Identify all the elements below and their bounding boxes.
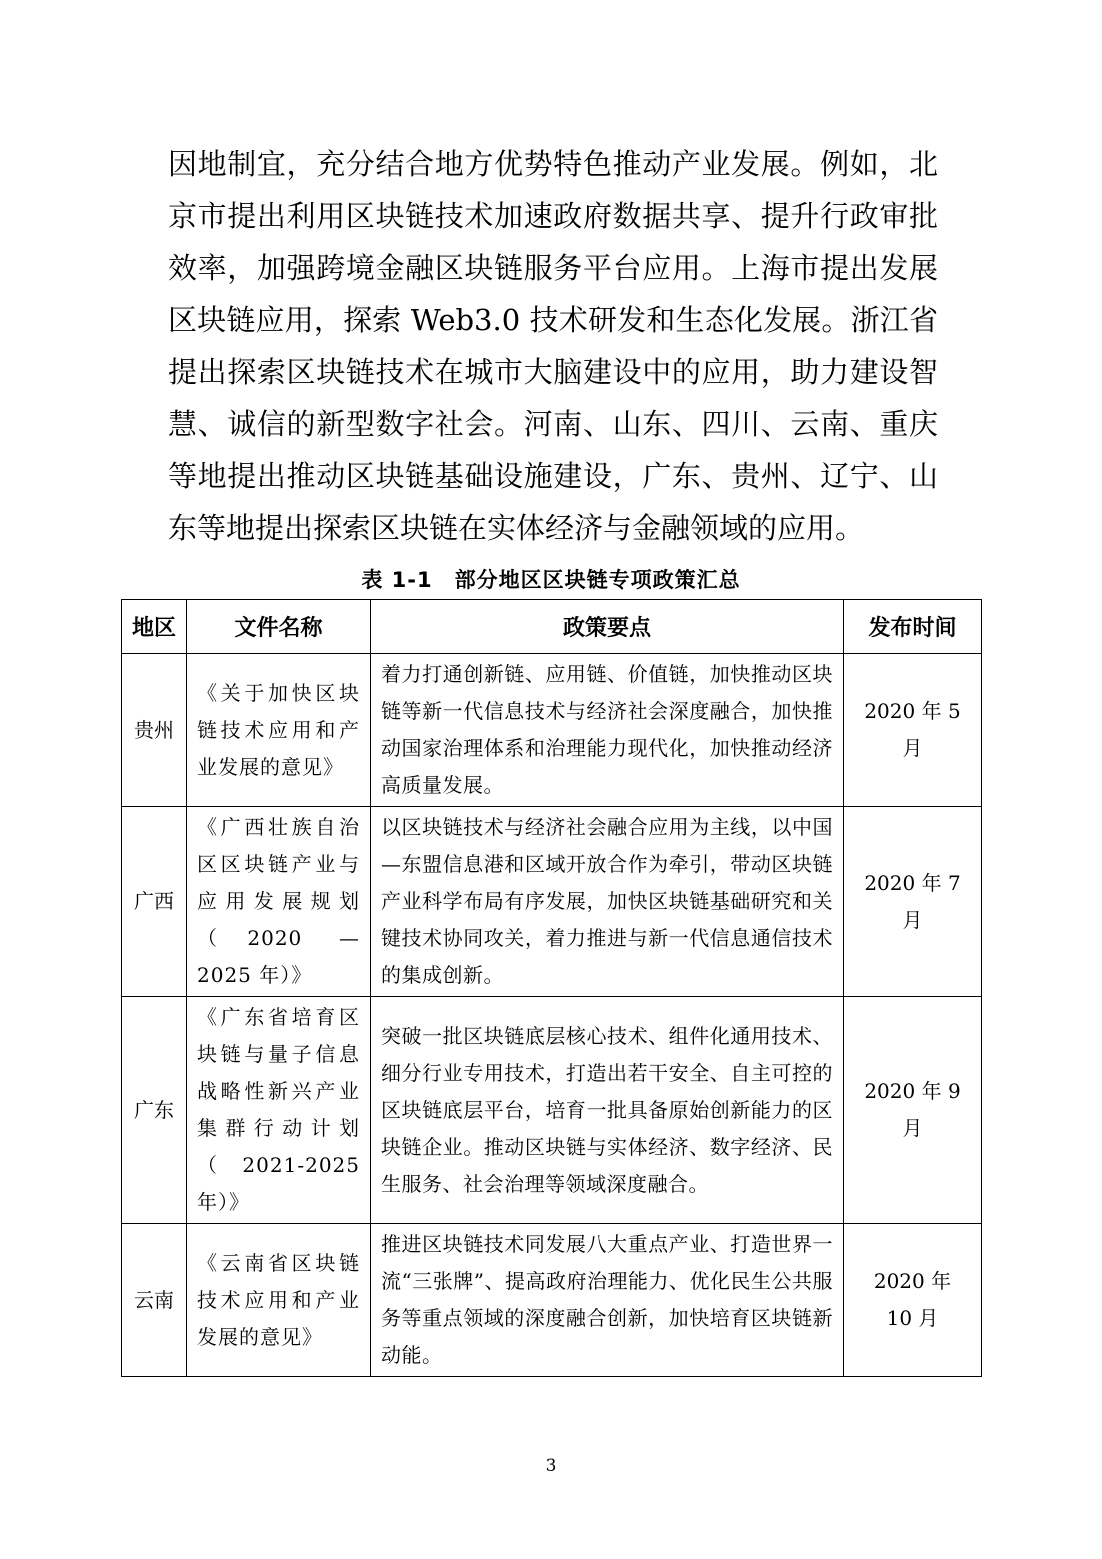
points-cell: 推进区块链技术同发展八大重点产业、打造世界一流“三张牌”、提高政府治理能力、优化民生公共服务等重点领域的深度融合创新，加快培育区块链新动能。 xyxy=(371,1224,844,1377)
header-points: 政策要点 xyxy=(371,600,844,654)
date-cell: 2020 年 10 月 xyxy=(844,1224,982,1377)
paragraph-line: 慧、诚信的新型数字社会。河南、山东、四川、云南、重庆 xyxy=(168,407,938,441)
paragraph-line: 东等地提出探索区块链在实体经济与金融领域的应用。 xyxy=(168,511,865,545)
paragraph-line: 区块链应用，探索 Web3.0 技术研发和生态化发展。浙江省 xyxy=(168,303,938,337)
body-paragraph xyxy=(168,138,938,554)
document-cell: 《关于加快区块链技术应用和产业发展的意见》 xyxy=(187,654,371,807)
table-caption: 表 1-1 部分地区区块链专项政策汇总 xyxy=(361,568,741,592)
region-cell: 云南 xyxy=(122,1224,187,1377)
paragraph-line: 因地制宜，充分结合地方优势特色推动产业发展。例如，北 xyxy=(168,147,938,181)
date-cell: 2020 年 9 月 xyxy=(844,997,982,1224)
region-cell: 广东 xyxy=(122,997,187,1224)
points-cell: 突破一批区块链底层核心技术、组件化通用技术、细分行业专用技术，打造出若干安全、自主可控的区块链底层平台，培育一批具备原始创新能力的区块链企业。推动区块链与实体经济、数字经济、民生服务、社会治理等领域深度融合。 xyxy=(371,997,844,1224)
table-header-row xyxy=(122,600,982,654)
date-cell: 2020 年 5 月 xyxy=(844,654,982,807)
paragraph-line: 效率，加强跨境金融区块链服务平台应用。上海市提出发展 xyxy=(168,251,938,285)
page-number: 3 xyxy=(545,1456,557,1476)
table-row xyxy=(122,997,982,1224)
document-cell: 《广东省培育区块链与量子信息战略性新兴产业集群行动计划（2021-2025 年）》 xyxy=(187,997,371,1224)
paragraph-line: 等地提出推动区块链基础设施建设，广东、贵州、辽宁、山 xyxy=(168,459,938,493)
header-region: 地区 xyxy=(122,600,187,654)
table-row xyxy=(122,807,982,997)
table-row xyxy=(122,654,982,807)
paragraph-line: 提出探索区块链技术在城市大脑建设中的应用，助力建设智 xyxy=(168,355,938,389)
policy-table xyxy=(121,599,982,1377)
header-document: 文件名称 xyxy=(187,600,371,654)
document-cell: 《广西壮族自治区区块链产业与应用发展规划（2020 — 2025 年）》 xyxy=(187,807,371,997)
region-cell: 广西 xyxy=(122,807,187,997)
date-cell: 2020 年 7 月 xyxy=(844,807,982,997)
header-date: 发布时间 xyxy=(844,600,982,654)
document-cell: 《云南省区块链技术应用和产业发展的意见》 xyxy=(187,1224,371,1377)
points-cell: 着力打通创新链、应用链、价值链，加快推动区块链等新一代信息技术与经济社会深度融合，加快推动国家治理体系和治理能力现代化，加快推动经济高质量发展。 xyxy=(371,654,844,807)
paragraph-line: 京市提出利用区块链技术加速政府数据共享、提升行政审批 xyxy=(168,199,938,233)
region-cell: 贵州 xyxy=(122,654,187,807)
points-cell: 以区块链技术与经济社会融合应用为主线，以中国—东盟信息港和区域开放合作为牵引，带动区块链产业科学布局有序发展，加快区块链基础研究和关键技术协同攻关，着力推进与新一代信息通信技术的集成创新。 xyxy=(371,807,844,997)
table-row xyxy=(122,1224,982,1377)
